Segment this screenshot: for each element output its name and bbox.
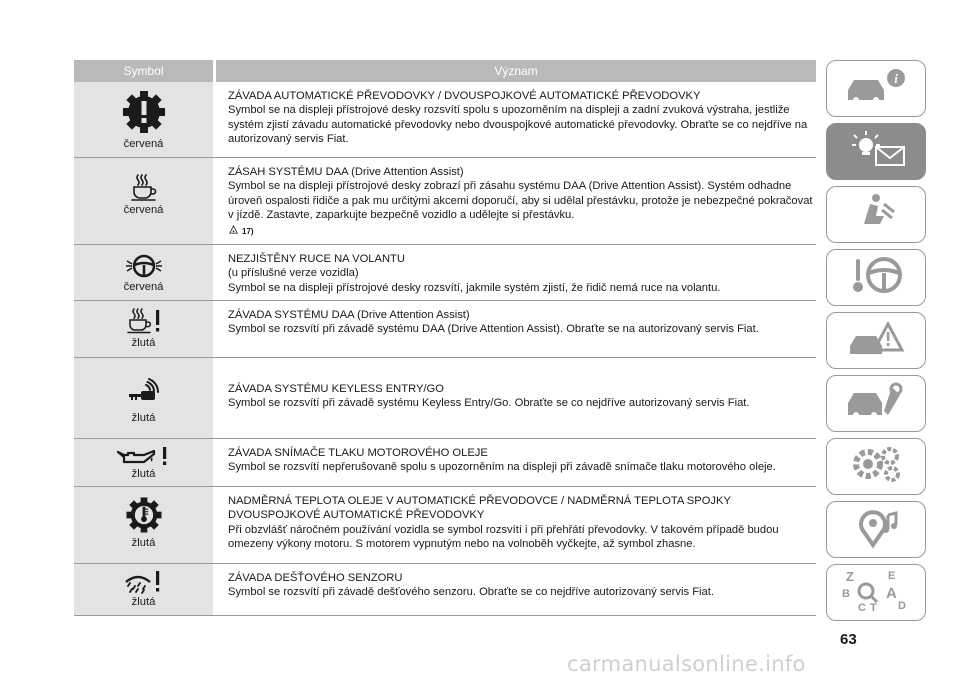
header-symbol: Symbol: [123, 64, 164, 78]
seat-airbag-icon: [840, 190, 912, 239]
table-row: [74, 82, 816, 158]
color-label: žlutá: [131, 537, 156, 549]
steering-wheel-hands-icon: [124, 253, 164, 279]
row-text: Při obzvlášť náročném používání vozidla se symbol rozsvítí i při přehřátí převodovky. V takovém případě budou omezeny výkony motoru. S motorem vypnutým nebo na volnoběh vyčkejte, až symbol zhasne.: [228, 523, 779, 551]
meaning-cell: [216, 487, 816, 563]
tab-safety[interactable]: [826, 186, 926, 243]
tab-maintenance[interactable]: [826, 375, 926, 432]
tab-warning-lights[interactable]: [826, 123, 926, 180]
chapter-tabs: [826, 60, 928, 627]
symbol-cell: [74, 358, 213, 438]
row-title: ZÁVADA SNÍMAČE TLAKU MOTOROVÉHO OLEJE: [228, 447, 488, 459]
symbol-cell: [74, 158, 213, 244]
row-title: ZÁVADA SYSTÉMU KEYLESS ENTRY/GO: [228, 383, 444, 395]
color-label: žlutá: [131, 412, 156, 424]
keyless-key-icon: [124, 370, 164, 410]
color-label: červená: [123, 204, 164, 216]
row-title: ZÁSAH SYSTÉMU DAA (Drive Attention Assist): [228, 166, 464, 178]
tab-technical-data[interactable]: [826, 438, 926, 495]
index-letter: C: [858, 602, 866, 614]
tab-emergency[interactable]: [826, 312, 926, 369]
note-reference: [228, 224, 816, 240]
meaning-cell: [216, 439, 816, 486]
gearbox-temperature-icon: [124, 495, 164, 535]
index-letter: E: [888, 570, 896, 582]
header-meaning: Význam: [494, 64, 538, 78]
svg-text:i: i: [894, 71, 898, 86]
rain-sensor-exclamation-icon: [122, 570, 166, 594]
steering-wheel-icon: [840, 253, 912, 302]
note-number[interactable]: 17): [242, 226, 254, 236]
meaning-cell: [216, 358, 816, 438]
table-row: [74, 439, 816, 487]
symbol-cell: [74, 564, 213, 615]
row-text: Symbol se na displeji přístrojové desky rozsvítí, jakmile systém zjistí, že řidič nemá ruce na volantu.: [228, 281, 721, 294]
meaning-cell: [216, 158, 816, 244]
tab-starting-driving[interactable]: [826, 249, 926, 306]
table-row: [74, 158, 816, 245]
color-label: červená: [123, 281, 164, 293]
symbol-cell: [74, 487, 213, 563]
meaning-cell: [216, 564, 816, 615]
index-letter: D: [898, 600, 906, 612]
row-subtitle: (u příslušné verze vozidla): [228, 267, 359, 280]
table-header: [74, 60, 816, 82]
meaning-cell: [216, 245, 816, 300]
symbol-cell: [74, 245, 213, 300]
page-number: 63: [840, 631, 857, 648]
table-row: [74, 487, 816, 564]
row-title: ZÁVADA SYSTÉMU DAA (Drive Attention Assist): [228, 309, 470, 321]
gearbox-warning-icon: [120, 88, 168, 136]
row-text: Symbol se rozsvítí při závadě systému Keyless Entry/Go. Obraťte se co nejdříve autorizovaný servis Fiat.: [228, 397, 750, 410]
tab-car-info[interactable]: [826, 60, 926, 117]
table-row: [74, 564, 816, 616]
hand-pointer-icon: [228, 224, 239, 240]
color-label: žlutá: [131, 596, 156, 608]
row-text: Symbol se rozsvítí nepřerušovaně spolu s upozorněním na displeji při závadě snímače tlaku motorového oleje.: [228, 461, 776, 474]
multimedia-icon: [840, 505, 912, 554]
tab-index[interactable]: [826, 564, 926, 621]
index-letter: B: [842, 588, 850, 600]
table-row: [74, 358, 816, 439]
table-row: [74, 301, 816, 358]
row-text: Symbol se rozsvítí při závadě systému DAA (Drive Attention Assist). Obraťte se na autorizovaný servis Fiat.: [228, 323, 759, 336]
row-text: Symbol se rozsvítí při závadě dešťového senzoru. Obraťte se co nejdříve autorizovaný servis Fiat.: [228, 586, 714, 599]
warning-lights-table: [74, 60, 816, 616]
emergency-triangle-icon: [840, 316, 912, 365]
color-label: červená: [123, 138, 164, 150]
symbol-cell: [74, 439, 213, 486]
row-text: Symbol se na displeji přístrojové desky zobrazí při zásahu systému DAA (Drive Attention Assist). Systém odhadne úroveň ospalosti řidiče a pak mu určitými akcemi doporučí, aby si udělal přestávku, protože je nebezpečné pokračovat v jízdě. Zastavte, zaparkujte bezpečně vozidlo a udělejte si přestávku.: [228, 180, 813, 222]
index-letter: A: [886, 585, 897, 602]
warning-light-message-icon: [840, 127, 912, 176]
tab-multimedia[interactable]: [826, 501, 926, 558]
row-title: ZÁVADA DEŠŤOVÉHO SENZORU: [228, 572, 403, 584]
oil-can-exclamation-icon: [116, 446, 172, 466]
technical-data-icon: [840, 442, 912, 491]
coffee-cup-icon: [129, 172, 159, 202]
symbol-cell: [74, 301, 213, 357]
table-row: [74, 245, 816, 301]
index-letter: Z: [846, 569, 854, 584]
row-title: NADMĚRNÁ TEPLOTA OLEJE V AUTOMATICKÉ PŘEVODOVCE / NADMĚRNÁ TEPLOTA SPOJKY DVOUSPOJKOVÉ AUTOMATICKÉ PŘEVODOVKY: [228, 495, 731, 522]
coffee-cup-exclamation-icon: [124, 307, 164, 335]
meaning-cell: [216, 82, 816, 157]
watermark: carmanualsonline.info: [567, 652, 806, 676]
car-maintenance-icon: [840, 379, 912, 428]
index-letter: T: [870, 602, 877, 614]
car-info-icon: [840, 64, 912, 113]
index-letters-icon: [836, 565, 916, 620]
color-label: žlutá: [131, 468, 156, 480]
symbol-cell: [74, 82, 213, 157]
row-title: ZÁVADA AUTOMATICKÉ PŘEVODOVKY / DVOUSPOJKOVÉ AUTOMATICKÉ PŘEVODOVKY: [228, 90, 701, 102]
row-text: Symbol se na displeji přístrojové desky rozsvítí spolu s upozorněním na displeji a zadní zvuková výstraha, jestliže systém zjistí závadu automatické převodovky nebo dvouspojkové automatické převodovky. Obraťte se co nejdříve na autorizovaný servis Fiat.: [228, 104, 808, 146]
color-label: žlutá: [131, 337, 156, 349]
row-title: NEZJIŠTĚNY RUCE NA VOLANTU: [228, 253, 405, 265]
meaning-cell: [216, 301, 816, 357]
